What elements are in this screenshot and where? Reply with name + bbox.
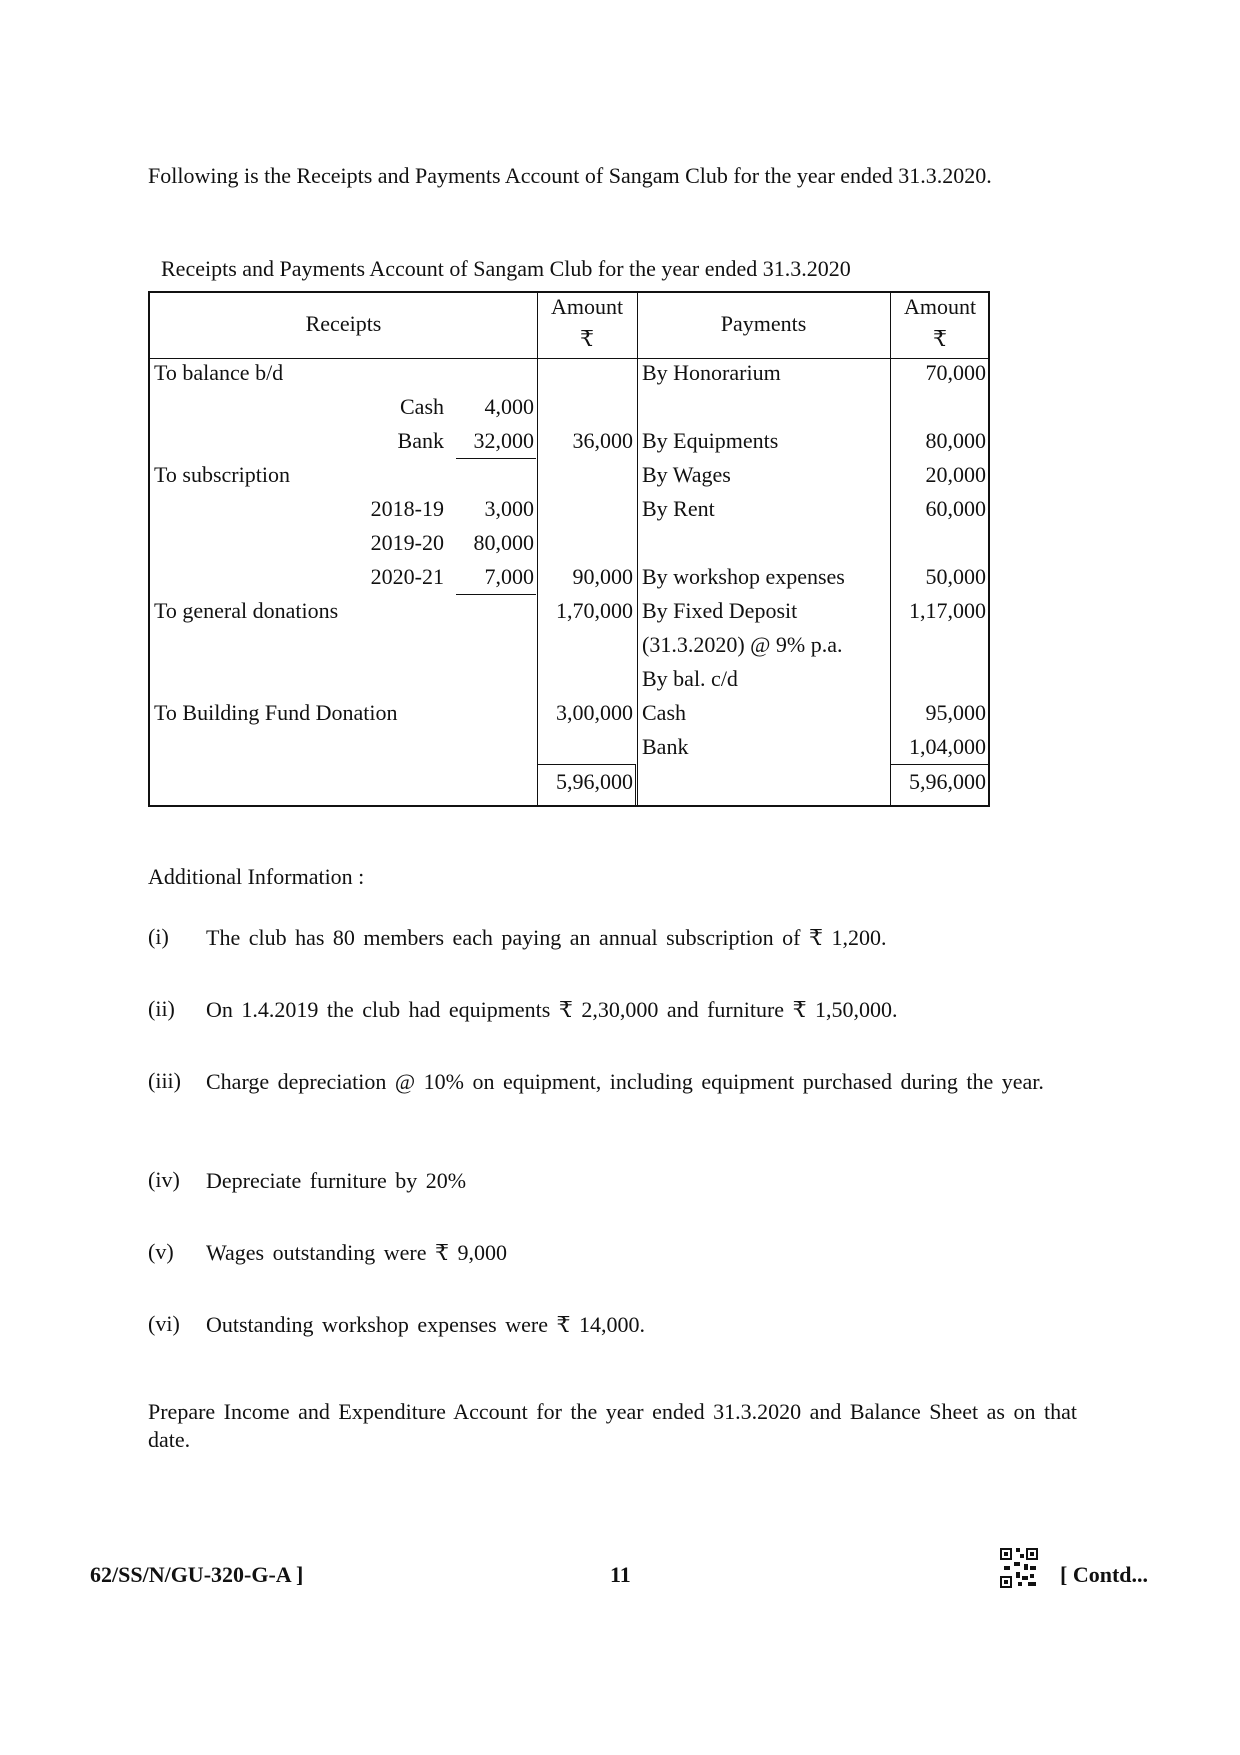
list-item-text: On 1.4.2019 the club had equipments ₹ 2,30,000 and furniture ₹ 1,50,000. bbox=[206, 997, 898, 1022]
payment-bal-cd: By bal. c/d bbox=[642, 666, 738, 691]
receipt-general-donations: To general donations bbox=[154, 598, 339, 623]
payment-honorarium: By Honorarium bbox=[642, 360, 781, 385]
additional-info-title: Additional Information : bbox=[148, 864, 365, 889]
list-item-number: (v) bbox=[148, 1239, 174, 1264]
header-currency-left: ₹ bbox=[580, 326, 594, 351]
list-item-text: Charge depreciation @ 10% on equipment, including equipment purchased during the year. bbox=[206, 1069, 1044, 1094]
receipts-payments-table bbox=[148, 291, 990, 807]
payment-wages-amount: 20,000 bbox=[925, 462, 986, 487]
header-amount-left: Amount bbox=[550, 294, 624, 319]
payment-wages: By Wages bbox=[642, 462, 731, 487]
payment-workshop-amount: 50,000 bbox=[925, 564, 986, 589]
receipt-sub-value: 80,000 bbox=[473, 530, 534, 555]
payment-fixed-deposit: By Fixed Deposit bbox=[642, 598, 798, 623]
list-item-number: (vi) bbox=[148, 1311, 180, 1336]
instruction-text: Prepare Income and Expenditure Account for the year ended 31.3.2020 and Balance Sheet as on that date. bbox=[148, 1399, 1077, 1452]
intro-text: Following is the Receipts and Payments Account of Sangam Club for the year ended 31.3.2020. bbox=[148, 163, 992, 188]
list-item-number: (iv) bbox=[148, 1167, 180, 1192]
list-item-text: Outstanding workshop expenses were ₹ 14,000. bbox=[206, 1312, 645, 1337]
payment-rent-amount: 60,000 bbox=[925, 496, 986, 521]
payment-equipments-amount: 80,000 bbox=[925, 428, 986, 453]
receipt-total: 5,96,000 bbox=[556, 769, 633, 794]
payment-cash: Cash bbox=[642, 700, 686, 725]
receipt-sub-total: 90,000 bbox=[572, 564, 633, 589]
payment-bank: Bank bbox=[642, 734, 689, 759]
payment-bank-amount: 1,04,000 bbox=[909, 734, 986, 759]
page-number: 11 bbox=[610, 1562, 631, 1587]
payment-honorarium-amount: 70,000 bbox=[925, 360, 986, 385]
payment-rent: By Rent bbox=[642, 496, 715, 521]
payment-total: 5,96,000 bbox=[909, 769, 986, 794]
list-item-text: Depreciate furniture by 20% bbox=[206, 1168, 467, 1193]
receipt-building-fund-amount: 3,00,000 bbox=[556, 700, 633, 725]
receipt-sub-year: 2019-20 bbox=[370, 530, 444, 555]
payment-workshop: By workshop expenses bbox=[642, 564, 845, 589]
receipt-bank-value: 32,000 bbox=[473, 428, 534, 453]
payment-fixed-deposit-detail: (31.3.2020) @ 9% p.a. bbox=[642, 632, 843, 657]
header-amount-right: Amount bbox=[903, 294, 977, 319]
subtotal-underline bbox=[456, 458, 536, 459]
list-item-number: (iii) bbox=[148, 1068, 181, 1093]
list-item-text: Wages outstanding were ₹ 9,000 bbox=[206, 1240, 507, 1265]
column-divider bbox=[637, 293, 638, 805]
receipt-building-fund: To Building Fund Donation bbox=[154, 700, 398, 725]
table-caption: Receipts and Payments Account of Sangam Club for the year ended 31.3.2020 bbox=[161, 256, 851, 281]
receipt-balance-total: 36,000 bbox=[572, 428, 633, 453]
receipt-general-donations-amount: 1,70,000 bbox=[556, 598, 633, 623]
receipt-cash-label: Cash bbox=[400, 394, 444, 419]
header-payments: Payments bbox=[720, 311, 807, 336]
payment-cash-amount: 95,000 bbox=[925, 700, 986, 725]
receipt-balance-bd: To balance b/d bbox=[154, 360, 284, 385]
list-item-number: (ii) bbox=[148, 996, 175, 1021]
header-divider bbox=[150, 358, 988, 359]
paper-code: 62/SS/N/GU-320-G-A ] bbox=[90, 1562, 304, 1587]
subtotal-underline bbox=[456, 594, 536, 595]
receipt-cash-value: 4,000 bbox=[484, 394, 534, 419]
list-item-number: (i) bbox=[148, 924, 169, 949]
column-divider bbox=[537, 293, 538, 805]
header-receipts: Receipts bbox=[305, 311, 382, 336]
receipt-sub-year: 2018-19 bbox=[370, 496, 444, 521]
receipt-subscription: To subscription bbox=[154, 462, 290, 487]
header-currency-right: ₹ bbox=[933, 326, 947, 351]
qr-code-icon bbox=[1000, 1548, 1038, 1588]
payment-equipments: By Equipments bbox=[642, 428, 779, 453]
receipt-bank-label: Bank bbox=[397, 428, 444, 453]
receipt-sub-year: 2020-21 bbox=[370, 564, 444, 589]
receipt-sub-value: 7,000 bbox=[484, 564, 534, 589]
continued-label: [ Contd... bbox=[1060, 1562, 1149, 1587]
receipt-sub-value: 3,000 bbox=[484, 496, 534, 521]
list-item-text: The club has 80 members each paying an annual subscription of ₹ 1,200. bbox=[206, 925, 887, 950]
payment-fixed-deposit-amount: 1,17,000 bbox=[909, 598, 986, 623]
